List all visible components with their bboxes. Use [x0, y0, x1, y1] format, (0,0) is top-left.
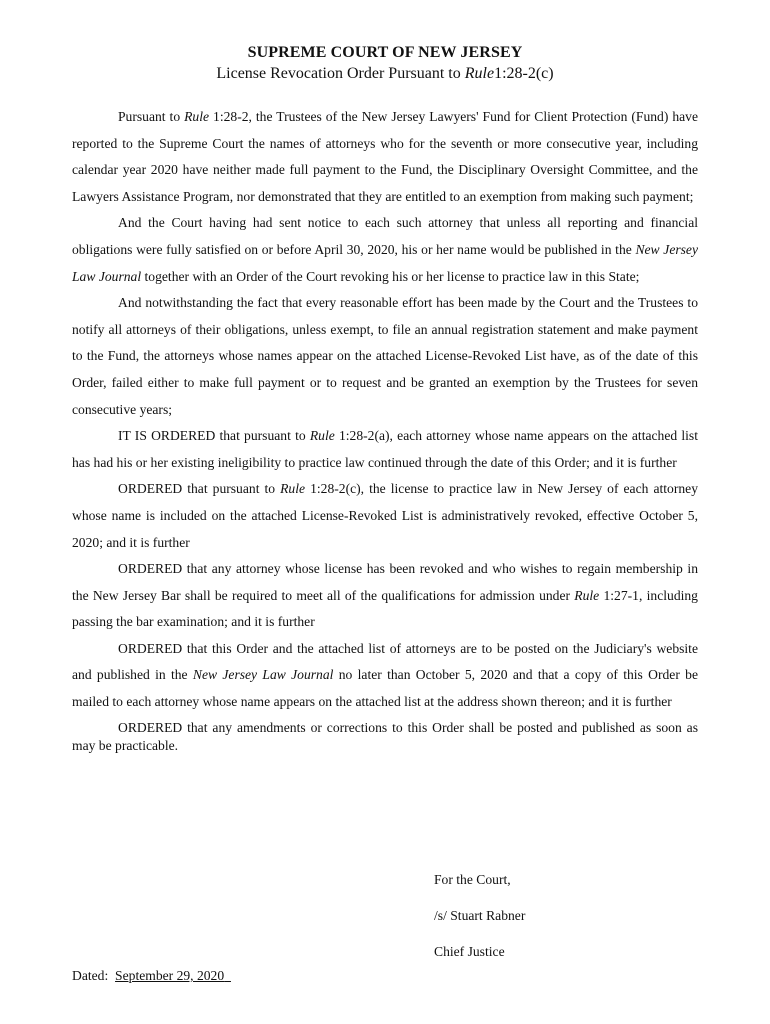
- paragraph-5: ORDERED that pursuant to Rule 1:28-2(c), the license to practice law in New Jersey of each attorney whose name is included on the attached License-Revoked List is administratively revoked, effective October 5, 2020; and it is further: [72, 481, 699, 550]
- dated-date: September 29, 2020: [115, 968, 225, 983]
- paragraph-6: ORDERED that any attorney whose license has been revoked and who wishes to regain membership in the New Jersey Bar shall be required to meet all of the qualifications for admission under Rule 1:27-1, including passing the bar examination; and it is further: [72, 561, 698, 630]
- signature-name: /s/ Stuart Rabner: [434, 908, 526, 923]
- order-body: [72, 104, 698, 755]
- paragraph-4: IT IS ORDERED that pursuant to Rule 1:28-2(a), each attorney whose name appears on the attached list has had his or her existing ineligibility to practice law continued through the date of this Order; and it is further: [72, 428, 699, 470]
- court-title: SUPREME COURT OF NEW JERSEY: [247, 44, 523, 61]
- subtitle-prefix: License Revocation Order Pursuant to: [216, 65, 465, 82]
- paragraph-7: ORDERED that this Order and the attached list of attorneys are to be posted on the Judiciary's website and published in the New Jersey Law Journal no later than October 5, 2020 and that a copy of this Order be mailed to each attorney whose name appears on the attached list at the address shown thereon; and it is further: [72, 640, 698, 710]
- paragraph-2: And the Court having had sent notice to each such attorney that unless all reporting and financial obligations were fully satisfied on or before April 30, 2020, his or her name would be published in the New Jersey Law Journal together with an Order of the Court revoking his or her license to practice law in this State;: [72, 215, 699, 284]
- signature-for-court: For the Court,: [434, 872, 511, 887]
- paragraph-1: Pursuant to Rule 1:28-2, the Trustees of the New Jersey Lawyers' Fund for Client Protection (Fund) have reported to the Supreme Court the names of attorneys who for the seventh or more consecutive year, including calendar year 2020 have neither made full payment to the Fund, the Disciplinary Oversight Committee, and the Lawyers Assistance Program, nor demonstrated that they are entitled to an exemption from making such payment;: [72, 109, 699, 204]
- paragraph-8: ORDERED that any amendments or corrections to this Order shall be posted and published as soon as may be practicable.: [72, 719, 698, 753]
- subtitle-rule: Rule: [464, 65, 495, 82]
- order-subtitle: [0, 65, 770, 83]
- signature-title: Chief Justice: [434, 944, 505, 959]
- dated-line: [72, 968, 231, 984]
- paragraph-3: And notwithstanding the fact that every reasonable effort has been made by the Court and the Trustees to notify all attorneys of their obligations, unless exempt, to file an annual registration statement and make payment to the Fund, the attorneys whose names appear on the attached License-Revoked List have, as of the date of this Order, failed either to make full payment or to request and be granted an exemption by the Trustees for seven consecutive years;: [72, 295, 698, 417]
- subtitle-rule-number: 1:28-2(c): [494, 65, 554, 82]
- dated-label: Dated:: [72, 968, 109, 983]
